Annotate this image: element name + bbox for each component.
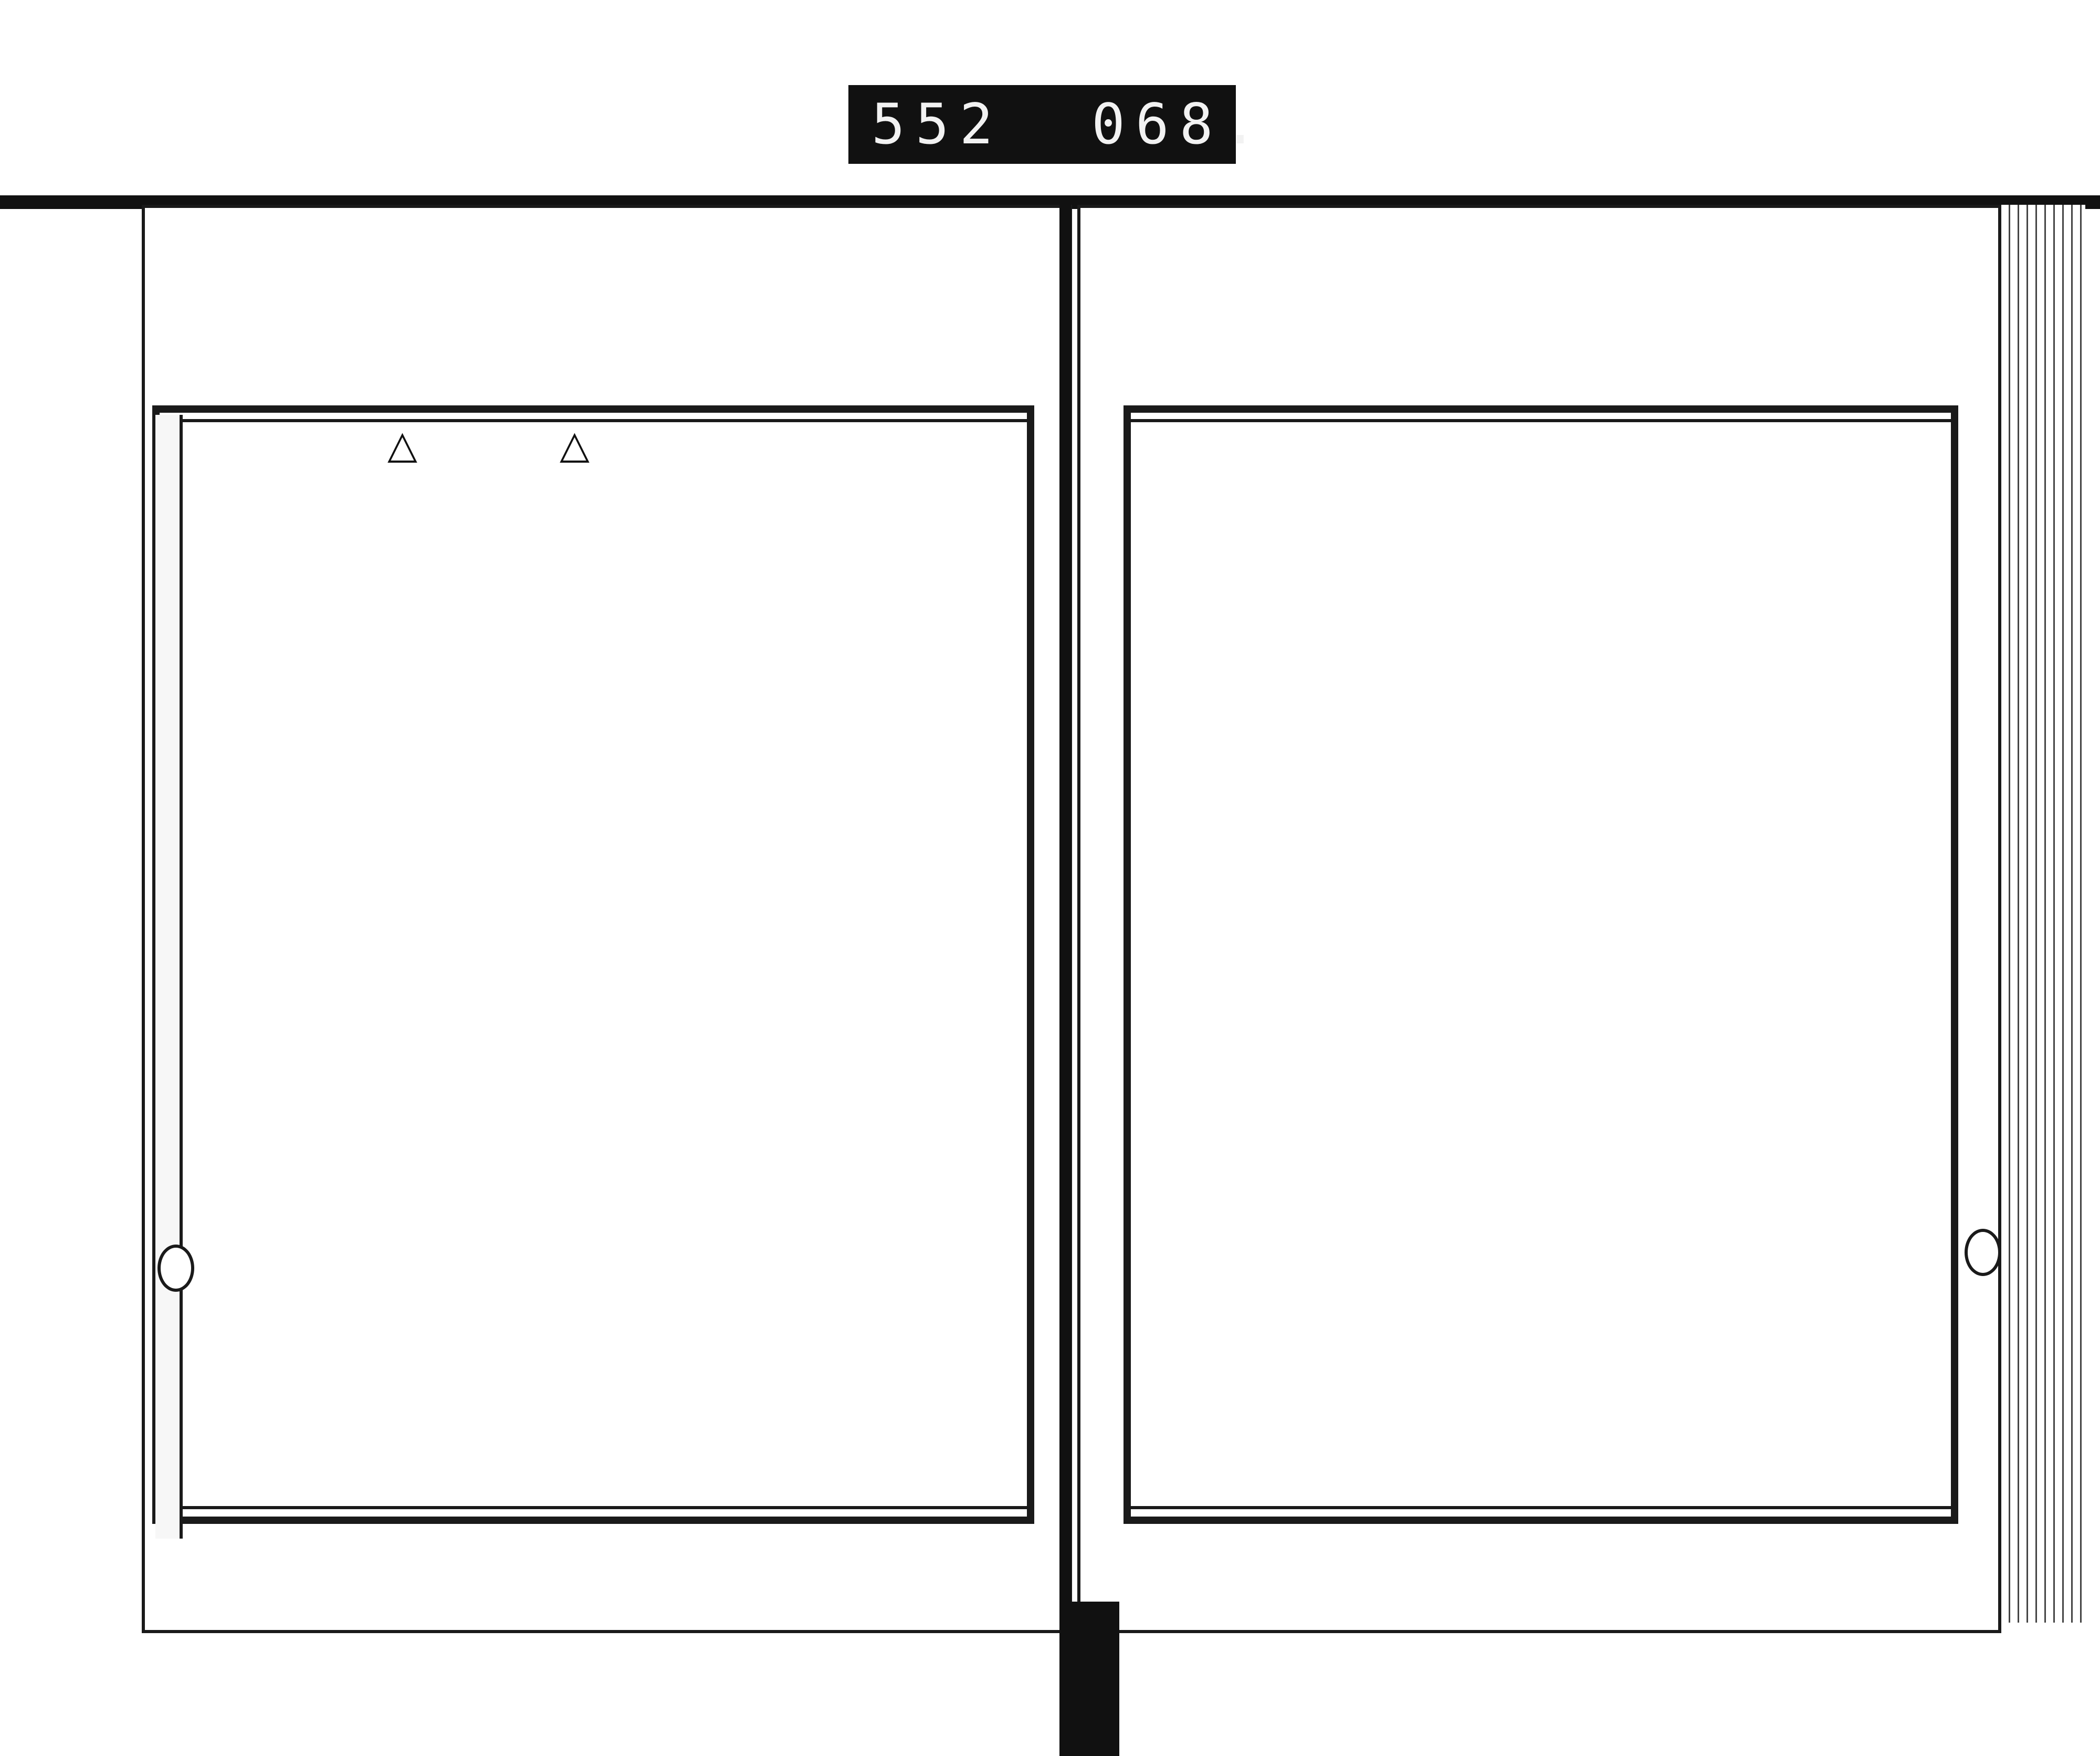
right-text-columns	[1138, 420, 1947, 1507]
triangle-mark: △	[387, 422, 417, 467]
triangle-mark: △	[560, 422, 590, 467]
book-spine	[1059, 200, 1071, 1756]
book-spine-base	[1067, 1602, 1119, 1756]
page-edges	[2001, 205, 2085, 1623]
right-circle-mark	[1965, 1229, 2001, 1276]
left-text-columns	[220, 420, 1024, 1507]
left-circle-mark	[158, 1245, 194, 1292]
running-head	[158, 431, 200, 1297]
frame-number-label: 552 068.	[848, 85, 1236, 164]
